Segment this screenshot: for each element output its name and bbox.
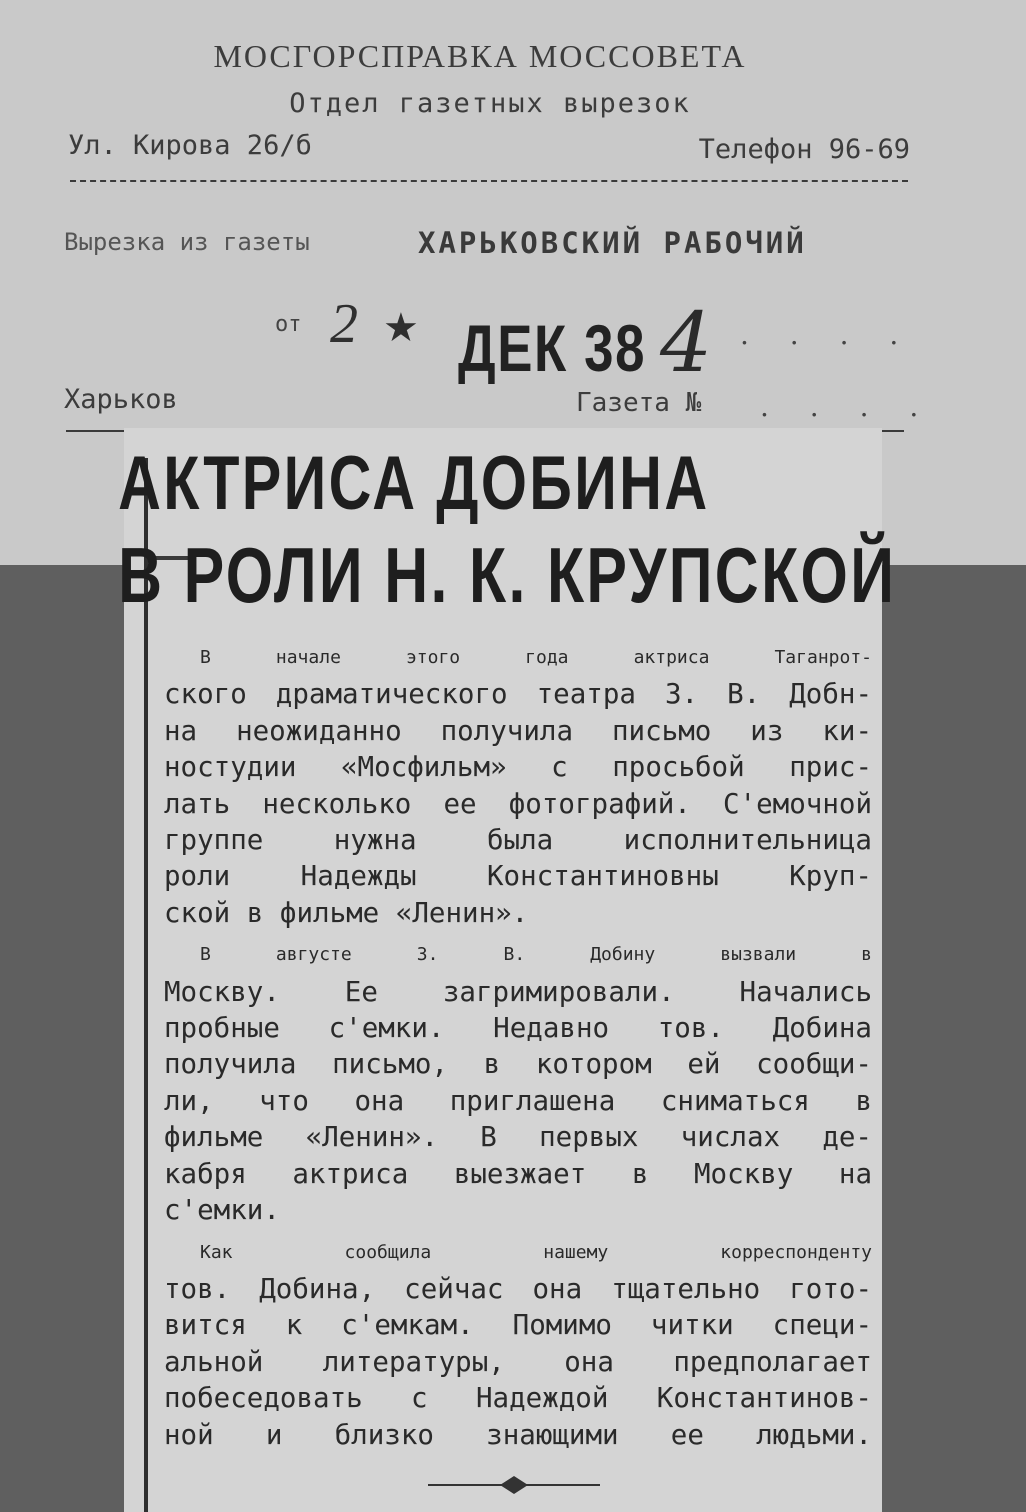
- text-line: на неожиданно получила письмо из ки-: [164, 714, 872, 747]
- end-ornament-icon: [428, 1474, 600, 1496]
- issue-number-label: Газета №: [576, 388, 702, 418]
- handwritten-mark: 4: [660, 296, 713, 391]
- paragraph-2: [164, 937, 872, 1228]
- text-line: ной и близко знающими ее людьми.: [164, 1418, 872, 1451]
- text-line: ностудии «Мосфильм» с просьбой прис-: [164, 751, 872, 784]
- date-stamp-month-year: ДЕК 38: [458, 311, 647, 385]
- text-line: Как сообщила нашему корреспонденту: [200, 1241, 872, 1263]
- text-line: кабря актриса выезжает в Москву на: [164, 1157, 872, 1190]
- header-rule: [70, 180, 908, 182]
- text-line: В начале этого года актриса Таганрот-: [200, 647, 872, 668]
- text-line: роли Надежды Константиновны Круп-: [164, 860, 872, 893]
- text-line: ли, что она приглашена сниматься в: [164, 1084, 872, 1117]
- text-line: получила письмо, в котором ей сообщи-: [164, 1048, 872, 1081]
- headline-line-1: АКТРИСА ДОБИНА: [118, 441, 710, 526]
- date-dots: . . . .: [740, 318, 915, 351]
- headline-line-2: В РОЛИ Н. К. КРУПСКОЙ: [118, 531, 897, 619]
- text-line: вится к с'емкам. Помимо читки специ-: [164, 1309, 872, 1342]
- issue-dots: . . . .: [760, 390, 935, 423]
- text-line: тов. Добина, сейчас она тщательно гото-: [164, 1272, 872, 1305]
- paragraph-3: [164, 1235, 872, 1453]
- paragraph-1: [164, 640, 872, 931]
- text-line: В августе З. В. Добину вызвали в: [200, 944, 872, 966]
- text-line: лать несколько ее фотографий. С'емочной: [164, 787, 872, 820]
- department-name: Отдел газетных вырезок: [289, 88, 691, 119]
- bureau-phone: Телефон 96-69: [698, 134, 910, 165]
- text-line: ской в фильме «Ленин».: [164, 896, 529, 929]
- city-label: Харьков: [64, 384, 178, 415]
- text-line: фильме «Ленин». В первых числах де-: [164, 1121, 872, 1154]
- date-label: от: [275, 312, 302, 337]
- date-stamp-day: 2: [330, 293, 358, 355]
- text-line: побеседовать с Надеждой Константинов-: [164, 1382, 872, 1415]
- text-line: пробные с'емки. Недавно тов. Добина: [164, 1012, 872, 1045]
- newspaper-name: ХАРЬКОВСКИЙ РАБОЧИЙ: [418, 226, 807, 260]
- article-body: [164, 640, 872, 1459]
- text-line: с'емки.: [164, 1194, 280, 1227]
- clipping-source-label: Вырезка из газеты: [64, 228, 310, 256]
- text-line: Москву. Ее загримировали. Начались: [164, 975, 872, 1008]
- text-line: группе нужна была исполнительница: [164, 824, 872, 857]
- star-icon: ★: [383, 305, 419, 351]
- text-line: альной литературы, она предполагает: [164, 1345, 872, 1378]
- bureau-name: МОСГОРСПРАВКА МОССОВЕТА: [213, 38, 747, 74]
- bureau-address: Ул. Кирова 26/б: [68, 130, 312, 161]
- text-line: ского драматического театра З. В. Добн-: [164, 678, 872, 711]
